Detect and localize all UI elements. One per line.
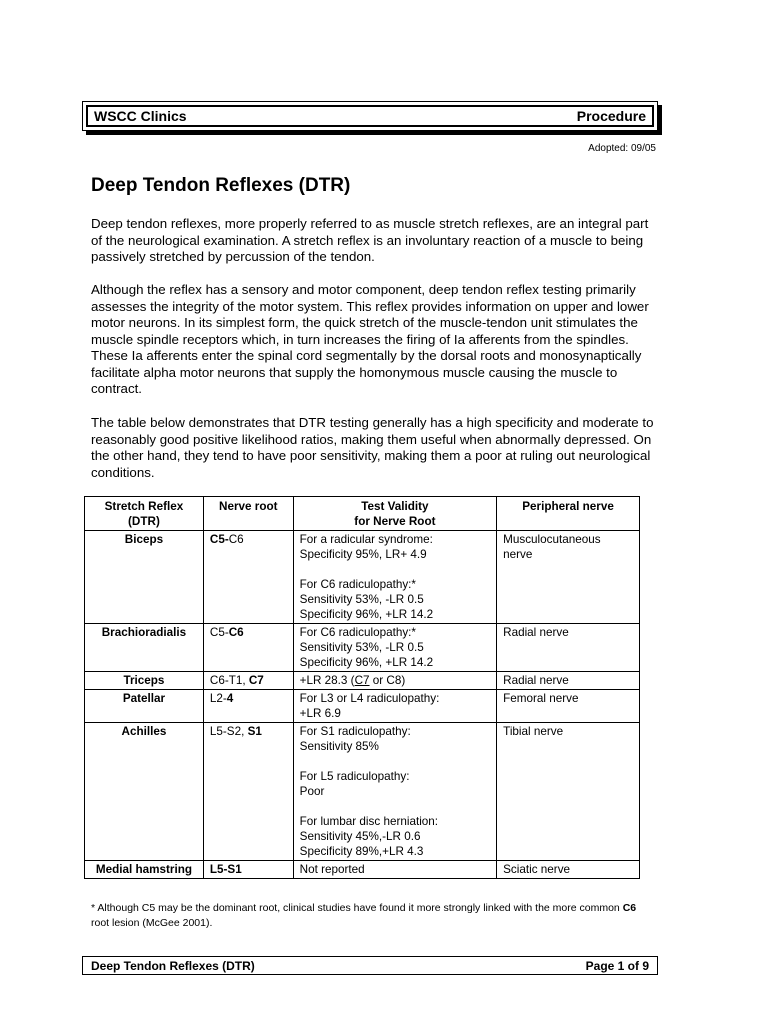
validity-line: Sensitivity 45%,-LR 0.6	[299, 830, 421, 843]
validity-cell	[293, 531, 496, 624]
validity-text: or C8)	[369, 674, 406, 687]
validity-line: Sensitivity 85%	[299, 740, 379, 753]
peripheral-nerve-line: Sciatic nerve	[503, 863, 571, 876]
nerve-root-cell	[203, 861, 293, 879]
table-header-row	[85, 497, 640, 531]
validity-line: Not reported	[299, 863, 365, 876]
validity-text: +LR 28.3 (	[299, 674, 355, 687]
footer-title: Deep Tendon Reflexes (DTR)	[91, 958, 255, 973]
col-header-validity-line: Test Validity	[361, 500, 429, 513]
validity-line: Specificity 89%,+LR 4.3	[299, 845, 424, 858]
validity-line	[300, 673, 490, 688]
validity-underline: C7	[354, 674, 370, 687]
peripheral-nerve-line: Femoral nerve	[503, 692, 579, 705]
validity-line: For L3 or L4 radiculopathy:	[299, 692, 440, 705]
nerve-root-cell	[203, 624, 293, 672]
page-title: Deep Tendon Reflexes (DTR)	[91, 175, 351, 196]
nerve-root-part: C6	[228, 533, 244, 546]
peripheral-nerve-cell	[497, 723, 640, 861]
col-header-validity-line: for Nerve Root	[354, 515, 436, 528]
footnote-text-2: root lesion (McGee 2001).	[91, 917, 213, 929]
nerve-root-part: C6-T1,	[209, 674, 249, 687]
peripheral-nerve-cell	[497, 861, 640, 879]
nerve-root-part: S1	[247, 725, 262, 738]
peripheral-nerve-cell	[497, 624, 640, 672]
peripheral-nerve-line: nerve	[503, 548, 533, 561]
nerve-root-part: C5-	[209, 626, 229, 639]
col-header-validity	[293, 497, 496, 531]
reflex-cell: Patellar	[85, 690, 204, 723]
nerve-root-part: 4	[226, 692, 234, 705]
col-header-reflex	[85, 497, 204, 531]
nerve-root-part: L5-S1	[209, 863, 242, 876]
nerve-root-cell	[203, 531, 293, 624]
table-row	[85, 723, 640, 861]
validity-line: For C6 radiculopathy:*	[299, 578, 416, 591]
nerve-root-cell	[203, 690, 293, 723]
peripheral-nerve-line: Radial nerve	[503, 626, 569, 639]
nerve-root-cell	[203, 723, 293, 861]
reflex-cell: Biceps	[85, 531, 204, 624]
peripheral-nerve-cell	[497, 690, 640, 723]
doc-type: Procedure	[576, 108, 646, 124]
table-row	[85, 861, 640, 879]
table-row	[85, 624, 640, 672]
col-header-nerve: Peripheral nerve	[497, 497, 640, 531]
validity-gap	[300, 562, 490, 577]
peripheral-nerve-line: Radial nerve	[503, 674, 569, 687]
validity-cell	[293, 861, 496, 879]
footnote-bold: C6	[622, 902, 637, 914]
peripheral-nerve-line: Tibial nerve	[503, 725, 564, 738]
validity-line: Sensitivity 53%, -LR 0.5	[299, 641, 424, 654]
reflex-cell: Triceps	[85, 672, 204, 690]
nerve-root-part: L5-S2,	[209, 725, 248, 738]
page-number: Page 1 of 9	[585, 958, 649, 973]
nerve-root-part: C5-	[209, 533, 229, 546]
col-header-root: Nerve root	[203, 497, 293, 531]
reflex-cell: Medial hamstring	[85, 861, 204, 879]
validity-line: Poor	[299, 785, 325, 798]
nerve-root-part: C6	[228, 626, 244, 639]
reflex-cell: Achilles	[85, 723, 204, 861]
col-header-reflex-line: Stretch Reflex	[104, 500, 184, 513]
validity-cell	[293, 690, 496, 723]
validity-line: Specificity 96%, +LR 14.2	[299, 608, 434, 621]
validity-line: For C6 radiculopathy:*	[299, 626, 416, 639]
col-header-reflex-line: (DTR)	[128, 515, 160, 528]
adopted-date: Adopted: 09/05	[588, 143, 656, 154]
validity-line: +LR 6.9	[299, 707, 341, 720]
reflex-cell: Brachioradialis	[85, 624, 204, 672]
validity-cell	[293, 723, 496, 861]
validity-line: Sensitivity 53%, -LR 0.5	[299, 593, 424, 606]
validity-line: For a radicular syndrome:	[299, 533, 433, 546]
paragraph-table-intro: The table below demonstrates that DTR testing generally has a high specificity and moderate to reasonably good positive likelihood ratios, making them useful when abnormally depressed. On the other hand, they tend to have poor sensitivity, making them a poor at ruling out neurological conditions.	[91, 415, 654, 480]
validity-line: For L5 radiculopathy:	[299, 770, 410, 783]
footnote-text-1: * Although C5 may be the dominant root, clinical studies have found it more strongly linked with the more common	[91, 902, 623, 914]
nerve-root-part: C7	[248, 674, 264, 687]
validity-gap	[300, 754, 490, 769]
nerve-root-part: L2-	[209, 692, 227, 705]
paragraph-intro: Deep tendon reflexes, more properly referred to as muscle stretch reflexes, are an integral part of the neurological examination. A stretch reflex is an involuntary reaction of a muscle to being passively stretched by percussion of the tendon.	[91, 216, 649, 264]
footnote	[91, 901, 651, 931]
nerve-root-cell	[203, 672, 293, 690]
validity-gap	[300, 799, 490, 814]
validity-line: For lumbar disc herniation:	[299, 815, 439, 828]
peripheral-nerve-cell	[497, 672, 640, 690]
validity-line: Specificity 95%, LR+ 4.9	[299, 548, 427, 561]
validity-line: Specificity 96%, +LR 14.2	[299, 656, 434, 669]
clinic-name: WSCC Clinics	[94, 108, 187, 124]
peripheral-nerve-cell	[497, 531, 640, 624]
peripheral-nerve-line: Musculocutaneous	[503, 533, 601, 546]
paragraph-reflex: Although the reflex has a sensory and motor component, deep tendon reflex testing primarily assesses the integrity of the motor system. This reflex provides information on upper and lower motor neurons. In its simplest form, the quick stretch of the muscle-tendon unit stimulates the muscle spindle receptors which, in turn increases the firing of Ia afferents from the spindles. These Ia afferents enter the spinal cord segmentally by the dorsal roots and monosynaptically facilitate alpha motor neurons that supply the homonymous muscle causing the muscle to contract.	[91, 282, 649, 396]
dtr-table	[84, 496, 640, 879]
header-box	[82, 101, 658, 131]
header-inner-frame	[86, 105, 654, 127]
footer-box	[82, 956, 658, 975]
table-row	[85, 672, 640, 690]
table-row	[85, 690, 640, 723]
validity-line: For S1 radiculopathy:	[299, 725, 411, 738]
validity-cell	[293, 672, 496, 690]
table-row	[85, 531, 640, 624]
validity-cell	[293, 624, 496, 672]
